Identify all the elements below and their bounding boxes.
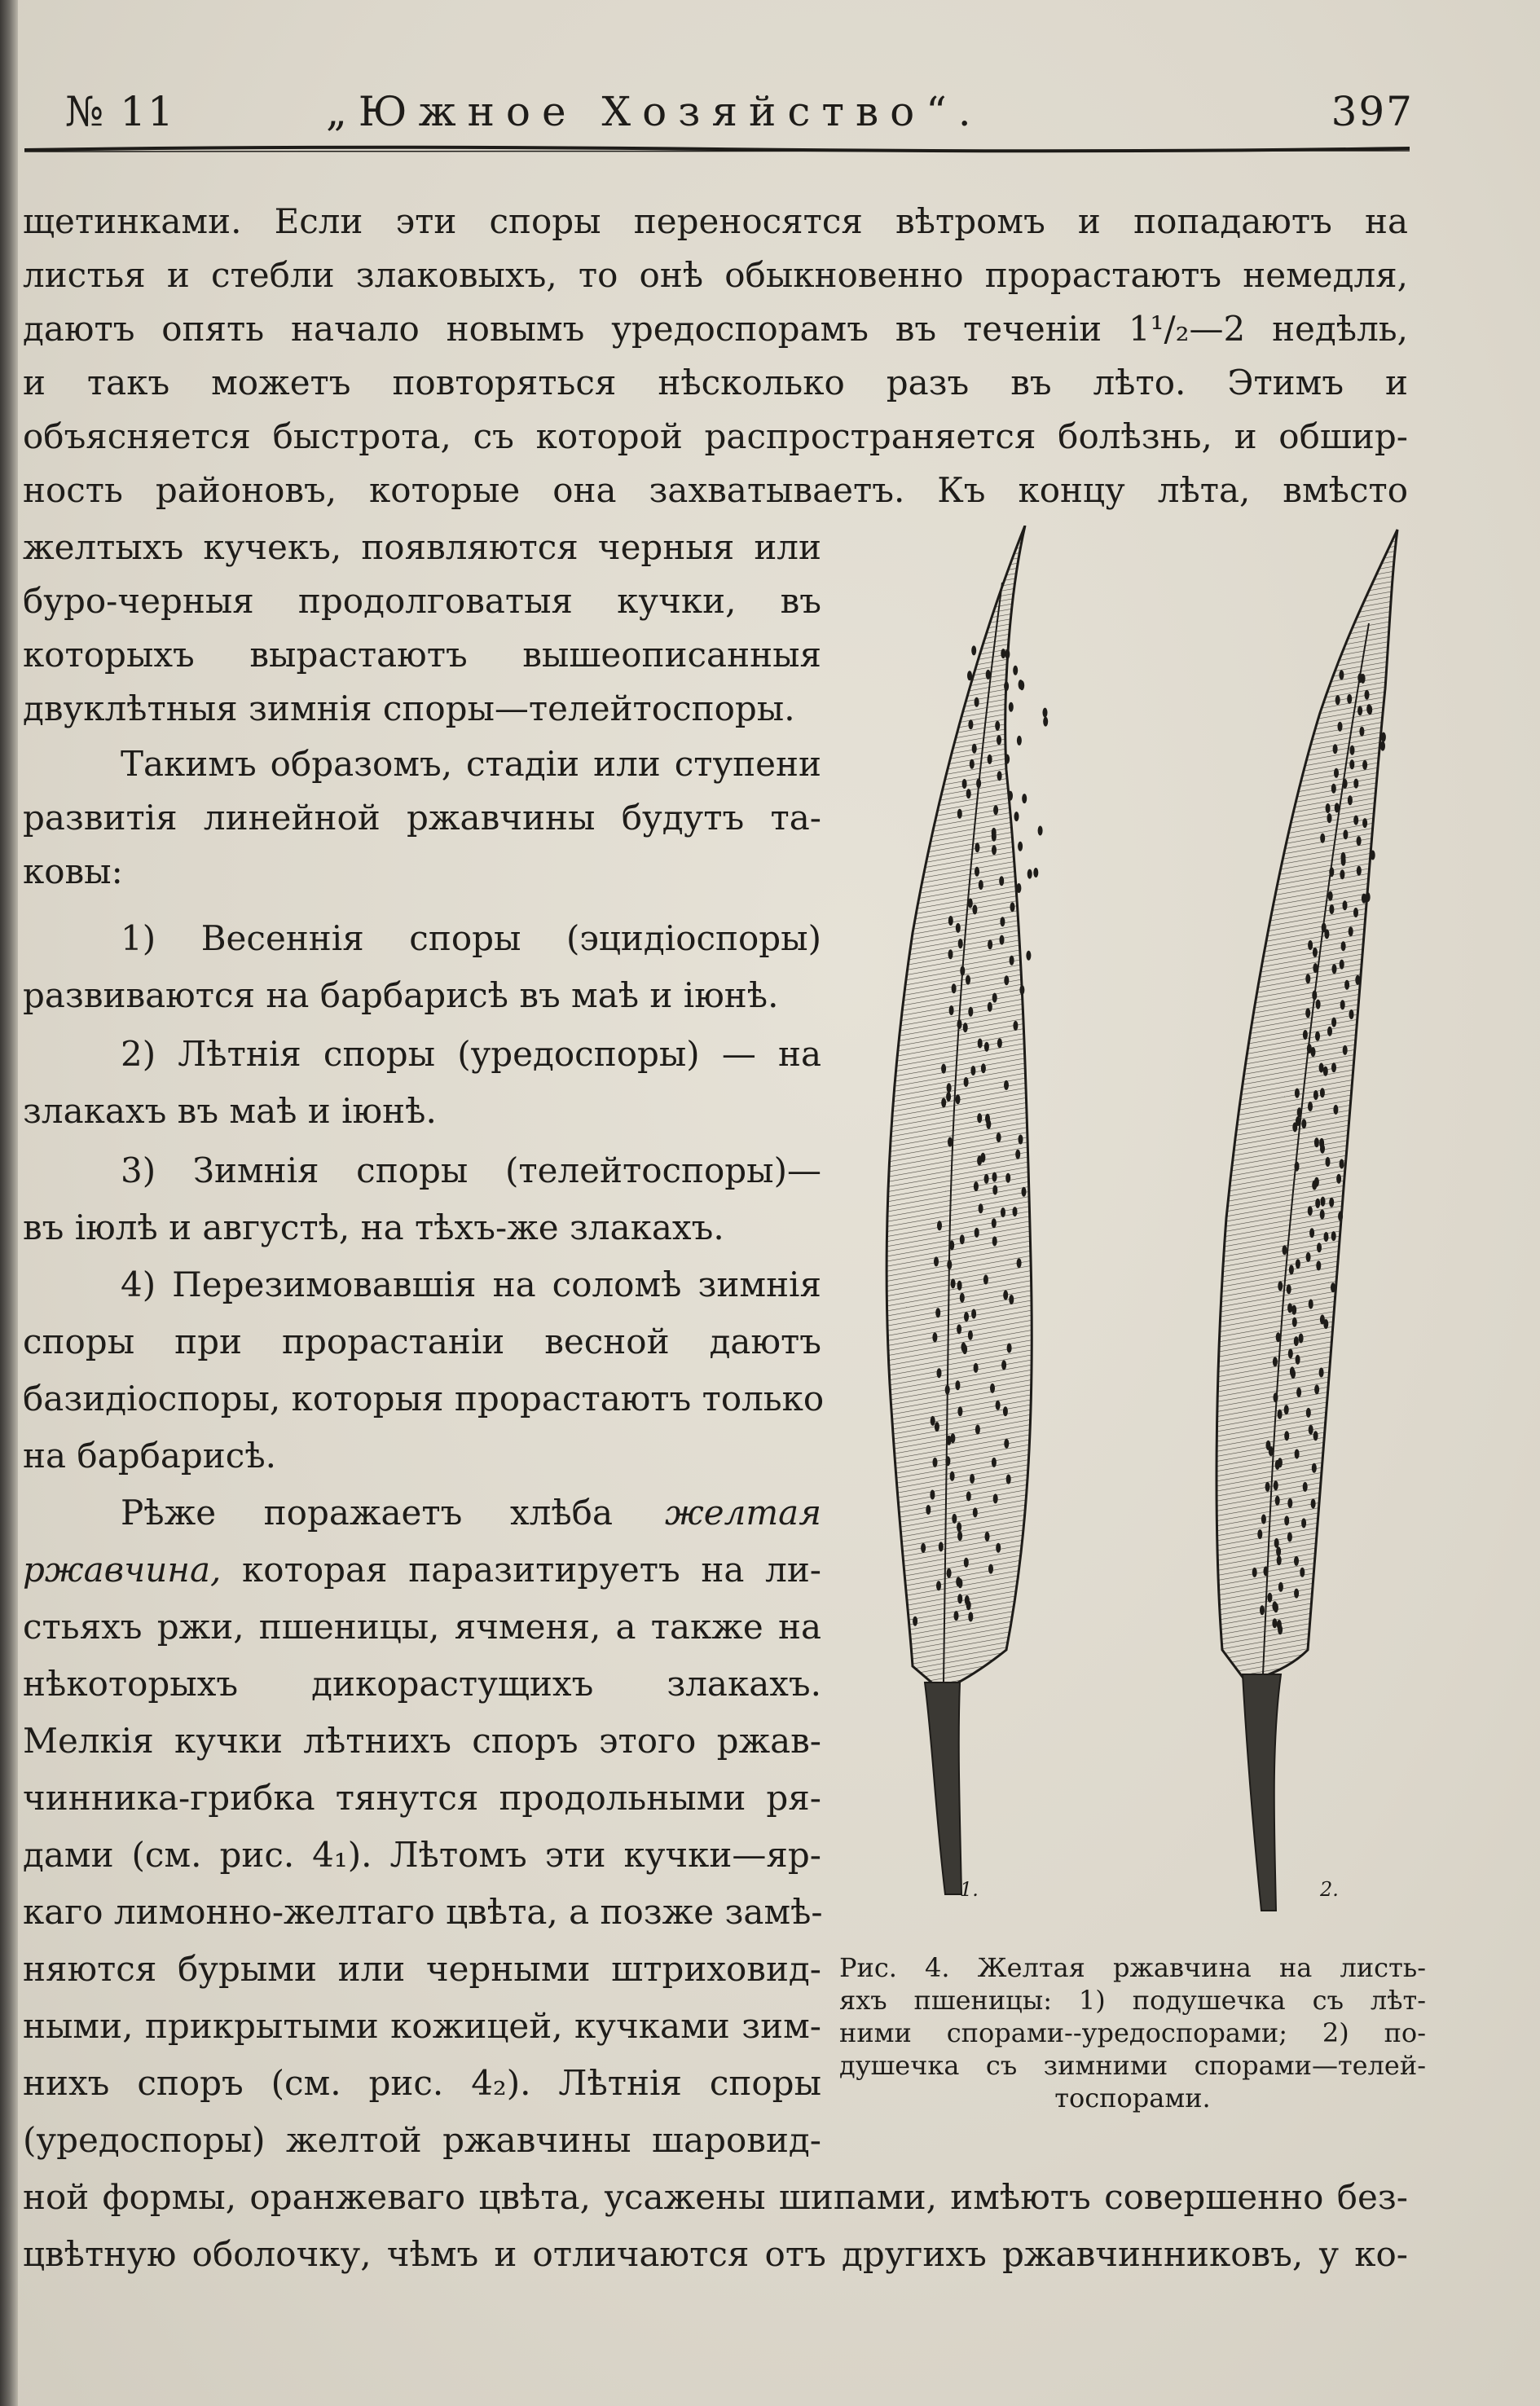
leaf-illustration [864, 526, 1426, 1943]
leaf-2-blade [1217, 530, 1397, 1682]
text-line: развиваются на барбарисѣ въ маѣ и іюнѣ. [23, 975, 779, 1015]
text-line: ными, прикрытыми кожицей, кучками зим- [23, 2006, 821, 2046]
caption-line: душечка съ зимними спорами—телей- [839, 2050, 1426, 2081]
text-line: которыхъ вырастаютъ вышеописанныя [23, 635, 821, 675]
text-line: дами (см. рис. 4₁). Лѣтомъ эти кучки—яр- [23, 1835, 821, 1875]
text-line: каго лимонно-желтаго цвѣта, а позже замѣ- [23, 1892, 823, 1932]
italic-term: желтая [664, 1493, 821, 1533]
text-line: буро-черныя продолговатыя кучки, въ [23, 581, 821, 621]
text-line: желтыхъ кучекъ, появляются черныя или [23, 527, 821, 567]
list-item-1: 1) Весеннія споры (эцидіоспоры) [121, 918, 821, 958]
figure-label-1: 1. [960, 1878, 979, 1901]
text-span: Рѣже поражаетъ хлѣба [121, 1493, 613, 1533]
text-line: ной формы, оранжеваго цвѣта, усажены шипами, имѣютъ совершенно без- [23, 2177, 1408, 2217]
text-line: чинника-грибка тянутся продольными ря- [23, 1778, 821, 1818]
text-line: двуклѣтныя зимнія споры—телейтоспоры. [23, 688, 795, 728]
header-rule [24, 145, 1410, 153]
journal-title: „Южное Хозяйство“. [326, 88, 983, 135]
text-line: злакахъ въ маѣ и іюнѣ. [23, 1091, 437, 1131]
leaf-1-blade [887, 526, 1032, 1691]
text-line: стьяхъ ржи, пшеницы, ячменя, а также на [23, 1607, 821, 1647]
issue-number: № 11 [65, 88, 175, 135]
list-item-3: 3) Зимнія споры (телейтоспоры)— [121, 1150, 821, 1190]
caption-line: Рис. 4. Желтая ржавчина на листь- [839, 1952, 1426, 1983]
text-line: няются бурыми или черными штриховид- [23, 1949, 821, 1989]
text-line: Мелкія кучки лѣтнихъ споръ этого ржав- [23, 1721, 821, 1761]
text-line: цвѣтную оболочку, чѣмъ и отличаются отъ другихъ ржавчинниковъ, у ко- [23, 2234, 1408, 2274]
book-spine-shadow [0, 0, 18, 2406]
text-line: объясняется быстрота, съ которой распространяется болѣзнь, и обшир- [23, 416, 1408, 456]
caption-line: яхъ пшеницы: 1) подушечка съ лѣт- [839, 1985, 1426, 2016]
text-line: на барбарисѣ. [23, 1436, 277, 1476]
text-line: споры при прорастаніи весной даютъ [23, 1322, 821, 1361]
text-line [23, 1544, 821, 1596]
caption-line: ними спорами--уредоспорами; 2) по- [839, 2017, 1426, 2048]
page-number: 397 [1331, 88, 1414, 135]
running-header [65, 81, 1414, 139]
text-line: даютъ опять начало новымъ уредоспорамъ въ теченіи 1¹/₂—2 недѣль, [23, 309, 1408, 349]
text-line: Такимъ образомъ, стадіи или ступени [121, 744, 821, 784]
text-line: ковы: [23, 851, 123, 891]
italic-term: ржавчина, [23, 1550, 222, 1590]
text-line: ность районовъ, которые она захватываетъ. Къ концу лѣта, вмѣсто [23, 470, 1408, 510]
caption-line: тоспорами. [1054, 2083, 1211, 2113]
leaf-figure [864, 526, 1426, 1943]
figure-caption [839, 1951, 1426, 2114]
text-line: базидіоспоры, которыя прорастаютъ только [23, 1379, 825, 1419]
text-line: листья и стебли злаковыхъ, то онѣ обыкновенно прорастаютъ немедля, [23, 255, 1408, 295]
text-line: развитія линейной ржавчины будутъ та- [23, 798, 821, 838]
text-line: нѣкоторыхъ дикорастущихъ злакахъ. [23, 1664, 821, 1704]
text-line: (уредоспоры) желтой ржавчины шаровид- [23, 2120, 821, 2160]
text-line: въ іюлѣ и августѣ, на тѣхъ-же злакахъ. [23, 1207, 724, 1247]
text-line: и такъ можетъ повторяться нѣсколько разъ въ лѣто. Этимъ и [23, 363, 1408, 402]
list-item-2: 2) Лѣтнія споры (уредоспоры) — на [121, 1034, 821, 1074]
list-item-4: 4) Перезимовавшія на соломѣ зимнія [121, 1265, 821, 1304]
leaf-1-stem [925, 1682, 961, 1894]
text-span: которая паразитируетъ на ли- [221, 1550, 821, 1590]
text-line: нихъ споръ (см. рис. 4₂). Лѣтнія споры [23, 2063, 821, 2103]
text-line [23, 1487, 821, 1539]
leaf-2-stem [1243, 1674, 1281, 1911]
figure-label-2: 2. [1320, 1878, 1339, 1901]
text-line: щетинками. Если эти споры переносятся вѣтромъ и попадаютъ на [23, 201, 1408, 241]
